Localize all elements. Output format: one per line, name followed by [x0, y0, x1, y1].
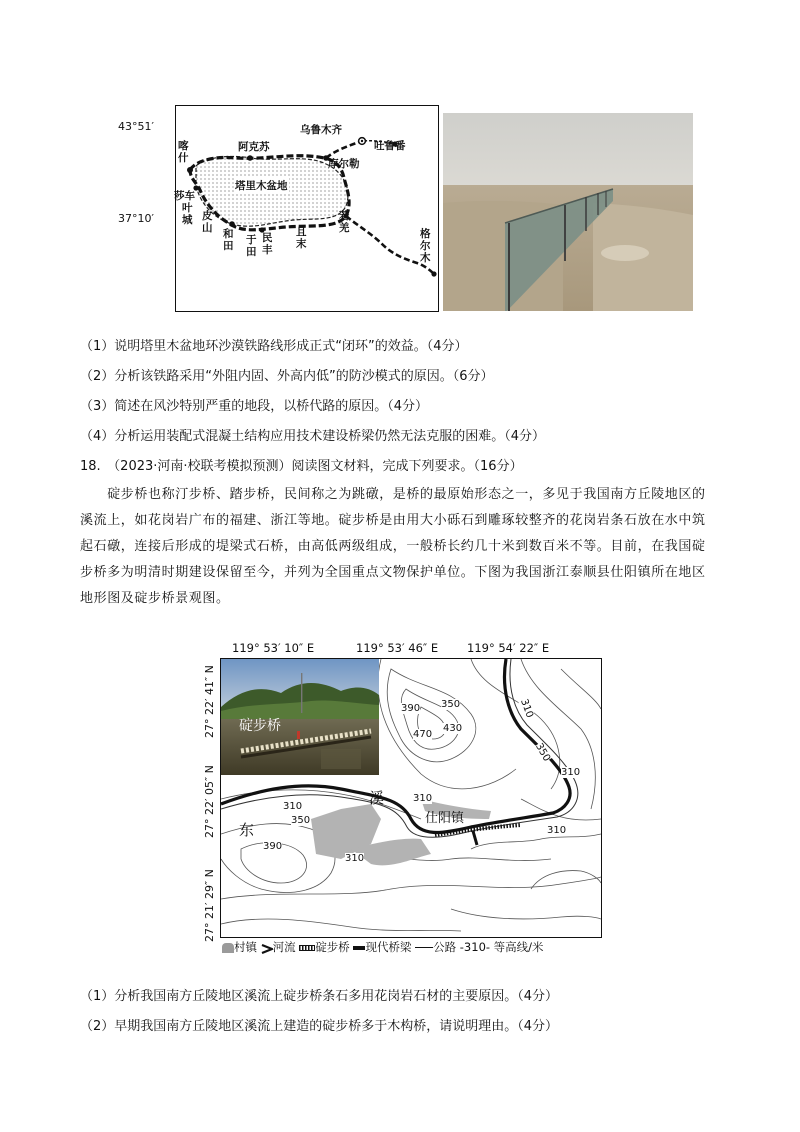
lat-label-top: 43°51′: [118, 120, 154, 133]
question-17-2: （2）分析该铁路采用“外阻内固、外高内低”的防沙模式的原因。（6分）: [80, 369, 494, 384]
contour-label: 310: [561, 767, 581, 778]
question-18-material: [80, 482, 720, 612]
modern-bridge: [473, 831, 477, 845]
contour-label: 390: [401, 703, 421, 714]
legend-contour: -310- 等高线/米: [459, 940, 544, 954]
basin-label: 塔里木盆地: [235, 180, 288, 192]
city-yecheng: 叶城: [182, 202, 193, 226]
tarim-railway-map: [175, 105, 439, 312]
stepbridge-photo: [221, 659, 379, 775]
contour-label: 430: [443, 723, 463, 734]
lon-label-3: 119° 54′ 22″ E: [467, 641, 550, 655]
lat-label-bottom: 37°10′: [118, 212, 154, 225]
material-line-3: 起石礅，连接后形成的堤梁式石桥，由高低两级组成，一般桥长约几十米到数百米不等。目前，在我国碇: [80, 539, 706, 554]
river-legend-icon: [261, 943, 273, 953]
map-legend: [222, 939, 544, 955]
lon-label-2: 119° 53′ 46″ E: [356, 641, 439, 655]
question-18-header: 18. （2023·河南·校联考模拟预测）阅读图文材料，完成下列要求。（16分）: [80, 459, 523, 474]
question-17-4: （4）分析运用装配式混凝土结构应用技术建设桥梁仍然无法克服的困难。（4分）: [80, 429, 546, 444]
contour-label: 350: [441, 699, 461, 710]
city-aksu: 阿克苏: [238, 141, 270, 153]
city-kashgar: 喀什: [178, 140, 189, 164]
city-pishan: 皮山: [202, 210, 213, 234]
legend-stepbridge: 碇步桥: [315, 940, 350, 954]
city-qiemo: 且末: [296, 226, 307, 250]
shiyang-topo-map: [220, 658, 602, 938]
city-hotan: 和田: [223, 228, 234, 252]
lat-label-3: 27° 21′ 29″ N: [203, 869, 216, 942]
contour-label: 310: [518, 697, 535, 720]
legend-village: 村镇: [234, 940, 257, 954]
town-label: 仕阳镇: [425, 811, 465, 826]
contour-label: 350: [533, 741, 553, 764]
legend-bridge: 现代桥梁: [365, 940, 412, 954]
photo-label-stepbridge: 碇步桥: [239, 718, 281, 734]
question-17-1: （1）说明塔里木盆地环沙漠铁路线形成正式“闭环”的效益。（4分）: [80, 339, 468, 354]
city-ruoqiang: 若羌: [339, 210, 350, 234]
city-golmud: 格尔木: [420, 228, 431, 264]
bridge-legend-icon: [353, 946, 365, 950]
river-label-xi: 溪: [369, 789, 385, 807]
question-18-1: （1）分析我国南方丘陵地区溪流上碇步桥条石多用花岗岩石材的主要原因。（4分）: [80, 989, 559, 1004]
desert-fence-graphic: [443, 113, 693, 311]
city-korla: 库尔勒: [328, 158, 360, 170]
contour-label: 350: [291, 815, 311, 826]
village-legend-icon: [222, 943, 234, 953]
legend-road: 公路: [433, 940, 457, 954]
river-label-dong: 东: [239, 821, 255, 839]
legend-river: 河流: [272, 940, 296, 954]
contour-label: 310: [345, 853, 365, 864]
city-yutian: 于田: [246, 234, 257, 258]
lat-label-2: 27° 22′ 05″ N: [203, 765, 216, 838]
road-legend-icon: [415, 947, 433, 948]
city-turpan: 吐鲁番: [374, 140, 406, 152]
contour-label: 470: [413, 729, 433, 740]
material-line-1: 碇步桥也称汀步桥、踏步桥，民间称之为跳礅，是桥的最原始形态之一，多见于我国南方丘陵地区的: [80, 487, 706, 502]
contour-label: 310: [413, 793, 433, 804]
question-17-3: （3）简述在风沙特别严重的地段，以桥代路的原因。（4分）: [80, 399, 429, 414]
lon-label-1: 119° 53′ 10″ E: [232, 641, 315, 655]
material-line-5: 地形图及碇步桥景观图。: [80, 591, 230, 606]
contour-label: 390: [263, 841, 283, 852]
contour-label: 310: [547, 825, 567, 836]
city-minfeng: 民丰: [262, 232, 273, 256]
city-shache: 莎车: [174, 190, 195, 202]
contour-label: 310: [283, 801, 303, 812]
desert-fence-photo: [443, 113, 693, 311]
question-18-2: （2）早期我国南方丘陵地区溪流上建造的碇步桥多于木构桥，请说明理由。（4分）: [80, 1019, 559, 1034]
city-urumqi: 乌鲁木齐: [300, 124, 342, 136]
stepbridge-legend-icon: [299, 945, 315, 951]
material-line-2: 溪流上，如花岗岩广布的福建、浙江等地。碇步桥是由用大小砾石到雕琢较整齐的花岗岩条石放在水中筑: [80, 513, 706, 528]
material-line-4: 步桥多为明清时期建设保留至今，并列为全国重点文物保护单位。下图为我国浙江泰顺县仕阳镇所在地区: [80, 565, 706, 580]
lat-label-1: 27° 22′ 41″ N: [203, 665, 216, 738]
